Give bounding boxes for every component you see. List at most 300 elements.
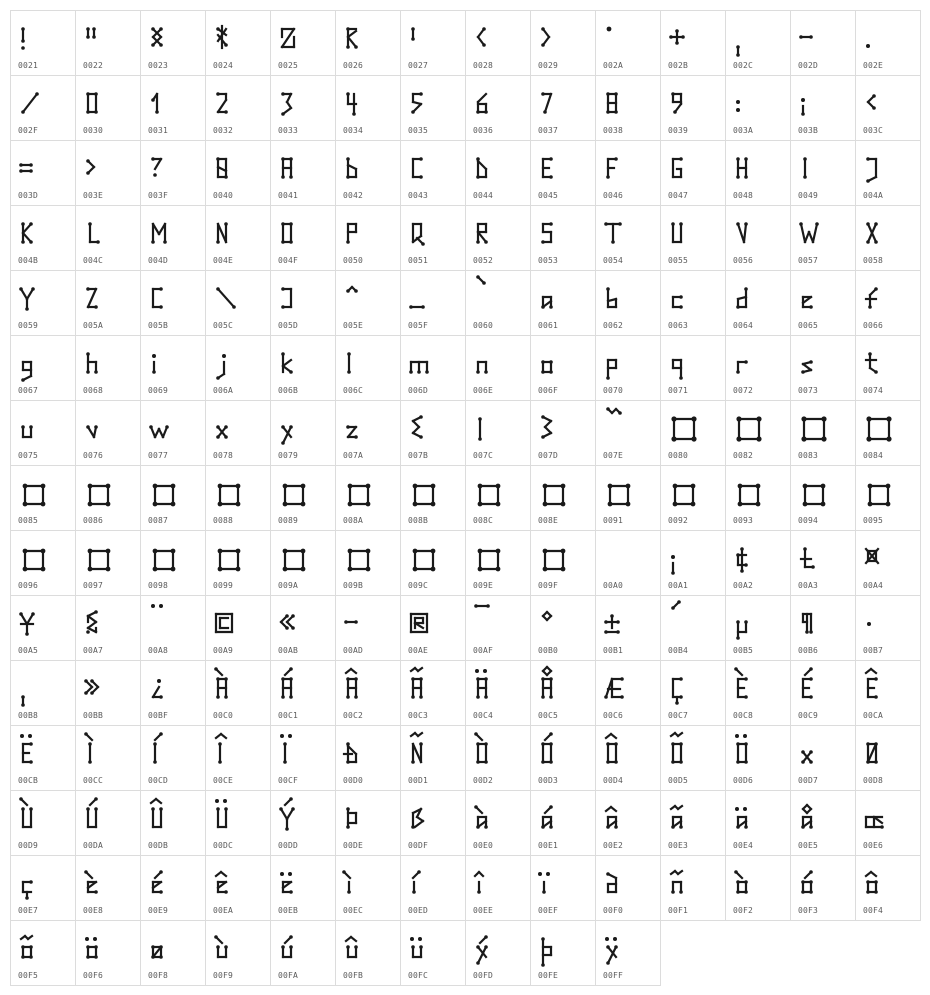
- glyph-code-label: 00E5: [798, 841, 819, 850]
- glyph-cell: [856, 76, 921, 141]
- glyph-code-label: 0059: [18, 321, 39, 330]
- glyph-code-label: 0097: [83, 581, 104, 590]
- glyph-image: [470, 667, 510, 707]
- glyph-cell: [141, 11, 206, 76]
- glyph-code-label: 00F0: [603, 906, 624, 915]
- glyph-cell: [11, 726, 76, 791]
- glyph-cell: [726, 401, 791, 466]
- glyph-image: [535, 602, 575, 642]
- glyph-cell: [401, 336, 466, 401]
- glyph-image: [600, 277, 640, 317]
- glyph-cell: [141, 726, 206, 791]
- glyph-code-label: 0065: [798, 321, 819, 330]
- glyph-code-label: 0034: [343, 126, 364, 135]
- glyph-code-label: 0039: [668, 126, 689, 135]
- glyph-image: [145, 342, 185, 382]
- glyph-cell: [661, 856, 726, 921]
- glyph-image: [600, 17, 640, 57]
- glyph-image: [15, 472, 55, 512]
- glyph-image: [145, 862, 185, 902]
- glyph-image: [730, 407, 770, 447]
- glyph-image: [665, 862, 705, 902]
- glyph-code-label: 009C: [408, 581, 429, 590]
- glyph-code-label: 0096: [18, 581, 39, 590]
- glyph-image: [405, 667, 445, 707]
- glyph-image: [210, 472, 250, 512]
- glyph-image: [665, 537, 705, 577]
- glyph-image: [600, 732, 640, 772]
- glyph-image: [275, 602, 315, 642]
- glyph-image: [860, 82, 900, 122]
- glyph-cell: [401, 206, 466, 271]
- glyph-code-label: 005F: [408, 321, 429, 330]
- glyph-cell: [726, 271, 791, 336]
- glyph-cell: [271, 596, 336, 661]
- glyph-cell: [76, 726, 141, 791]
- glyph-code-label: 004A: [863, 191, 884, 200]
- glyph-cell: [466, 661, 531, 726]
- glyph-cell: [596, 336, 661, 401]
- glyph-cell: [336, 11, 401, 76]
- glyph-cell: [141, 401, 206, 466]
- glyph-cell: [76, 596, 141, 661]
- glyph-image: [795, 602, 835, 642]
- glyph-cell: [856, 206, 921, 271]
- glyph-image: [80, 407, 120, 447]
- glyph-image: [730, 667, 770, 707]
- glyph-cell: [401, 466, 466, 531]
- glyph-cell: [856, 596, 921, 661]
- glyph-image: [730, 82, 770, 122]
- glyph-cell: [856, 791, 921, 856]
- glyph-image: [405, 537, 445, 577]
- glyph-cell: [661, 206, 726, 271]
- glyph-image: [80, 472, 120, 512]
- glyph-cell: [726, 141, 791, 206]
- glyph-image: [860, 797, 900, 837]
- glyph-image: [600, 862, 640, 902]
- glyph-cell: [271, 921, 336, 986]
- glyph-cell: [531, 661, 596, 726]
- glyph-image: [795, 667, 835, 707]
- glyph-image: [600, 472, 640, 512]
- glyph-cell: [76, 791, 141, 856]
- glyph-image: [405, 732, 445, 772]
- glyph-cell: [661, 466, 726, 531]
- glyph-image: [795, 277, 835, 317]
- glyph-code-label: 0051: [408, 256, 429, 265]
- glyph-code-label: 00DC: [213, 841, 234, 850]
- glyph-cell: [206, 856, 271, 921]
- glyph-code-label: 00EC: [343, 906, 364, 915]
- glyph-code-label: 0060: [473, 321, 494, 330]
- glyph-image: [795, 797, 835, 837]
- glyph-cell: [76, 271, 141, 336]
- glyph-code-label: 008E: [538, 516, 559, 525]
- glyph-image: [80, 342, 120, 382]
- glyph-code-label: 0085: [18, 516, 39, 525]
- glyph-cell: [206, 466, 271, 531]
- glyph-image: [600, 147, 640, 187]
- glyph-code-label: 00FE: [538, 971, 559, 980]
- glyph-cell: [206, 271, 271, 336]
- glyph-image: [405, 277, 445, 317]
- glyph-image: [665, 212, 705, 252]
- glyph-image: [470, 342, 510, 382]
- glyph-cell: [466, 726, 531, 791]
- glyph-image: [795, 212, 835, 252]
- glyph-cell: [76, 531, 141, 596]
- glyph-code-label: 00A3: [798, 581, 819, 590]
- glyph-code-label: 00E1: [538, 841, 559, 850]
- glyph-image: [860, 407, 900, 447]
- glyph-grid: [10, 10, 921, 986]
- glyph-cell: [466, 856, 531, 921]
- glyph-code-label: 004E: [213, 256, 234, 265]
- glyph-image: [470, 277, 510, 317]
- glyph-cell: [791, 531, 856, 596]
- glyph-cell: [206, 11, 271, 76]
- glyph-image: [15, 732, 55, 772]
- glyph-code-label: 004B: [18, 256, 39, 265]
- glyph-cell: [141, 791, 206, 856]
- glyph-code-label: 005B: [148, 321, 169, 330]
- glyph-cell: [206, 726, 271, 791]
- glyph-code-label: 00D0: [343, 776, 364, 785]
- glyph-image: [535, 927, 575, 967]
- glyph-image: [145, 667, 185, 707]
- glyph-image: [535, 797, 575, 837]
- glyph-image: [340, 147, 380, 187]
- glyph-code-label: 00EE: [473, 906, 494, 915]
- glyph-code-label: 00DF: [408, 841, 429, 850]
- glyph-image: [730, 147, 770, 187]
- glyph-code-label: 002E: [863, 61, 884, 70]
- glyph-code-label: 0082: [733, 451, 754, 460]
- glyph-image: [535, 537, 575, 577]
- glyph-code-label: 00E8: [83, 906, 104, 915]
- glyph-code-label: 0077: [148, 451, 169, 460]
- glyph-image: [145, 797, 185, 837]
- glyph-image: [600, 537, 640, 577]
- glyph-image: [275, 732, 315, 772]
- glyph-image: [405, 602, 445, 642]
- glyph-image: [340, 927, 380, 967]
- glyph-cell: [76, 336, 141, 401]
- glyph-cell: [141, 76, 206, 141]
- glyph-cell: [76, 11, 141, 76]
- glyph-image: [860, 147, 900, 187]
- glyph-code-label: 00CF: [278, 776, 299, 785]
- glyph-code-label: 0033: [278, 126, 299, 135]
- glyph-cell: [531, 336, 596, 401]
- glyph-code-label: 0030: [83, 126, 104, 135]
- glyph-image: [15, 602, 55, 642]
- glyph-code-label: 0084: [863, 451, 884, 460]
- glyph-image: [730, 17, 770, 57]
- glyph-code-label: 004F: [278, 256, 299, 265]
- glyph-cell: [726, 76, 791, 141]
- glyph-code-label: 00B7: [863, 646, 884, 655]
- glyph-cell: [76, 856, 141, 921]
- glyph-cell: [531, 141, 596, 206]
- glyph-image: [535, 212, 575, 252]
- glyph-cell: [336, 141, 401, 206]
- glyph-image: [405, 212, 445, 252]
- glyph-code-label: 00EA: [213, 906, 234, 915]
- glyph-code-label: 00B6: [798, 646, 819, 655]
- glyph-code-label: 00ED: [408, 906, 429, 915]
- glyph-image: [405, 472, 445, 512]
- glyph-code-label: 0086: [83, 516, 104, 525]
- glyph-code-label: 009F: [538, 581, 559, 590]
- glyph-cell: [271, 726, 336, 791]
- glyph-image: [795, 537, 835, 577]
- glyph-image: [80, 537, 120, 577]
- glyph-cell: [401, 791, 466, 856]
- glyph-image: [145, 147, 185, 187]
- glyph-code-label: 0063: [668, 321, 689, 330]
- glyph-cell: [336, 921, 401, 986]
- glyph-cell: [11, 336, 76, 401]
- glyph-code-label: 00BF: [148, 711, 169, 720]
- glyph-image: [730, 732, 770, 772]
- glyph-code-label: 0098: [148, 581, 169, 590]
- glyph-code-label: 004D: [148, 256, 169, 265]
- glyph-image: [15, 277, 55, 317]
- glyph-cell: [661, 141, 726, 206]
- glyph-image: [730, 537, 770, 577]
- glyph-code-label: 00C7: [668, 711, 689, 720]
- glyph-image: [275, 862, 315, 902]
- glyph-cell: [596, 921, 661, 986]
- glyph-cell: [401, 856, 466, 921]
- glyph-cell: [661, 726, 726, 791]
- glyph-code-label: 003F: [148, 191, 169, 200]
- glyph-cell: [596, 76, 661, 141]
- glyph-image: [15, 862, 55, 902]
- glyph-code-label: 00E2: [603, 841, 624, 850]
- glyph-code-label: 00D1: [408, 776, 429, 785]
- glyph-code-label: 006E: [473, 386, 494, 395]
- glyph-image: [340, 732, 380, 772]
- glyph-cell: [401, 76, 466, 141]
- glyph-code-label: 00F5: [18, 971, 39, 980]
- glyph-image: [535, 862, 575, 902]
- glyph-cell: [401, 141, 466, 206]
- glyph-code-label: 002F: [18, 126, 39, 135]
- glyph-cell: [11, 271, 76, 336]
- glyph-image: [470, 407, 510, 447]
- glyph-code-label: 00A0: [603, 581, 624, 590]
- glyph-image: [145, 277, 185, 317]
- glyph-image: [210, 537, 250, 577]
- glyph-code-label: 00B8: [18, 711, 39, 720]
- glyph-code-label: 00A5: [18, 646, 39, 655]
- glyph-cell: [791, 141, 856, 206]
- glyph-cell: [141, 466, 206, 531]
- glyph-code-label: 00EF: [538, 906, 559, 915]
- glyph-code-label: 00F2: [733, 906, 754, 915]
- glyph-code-label: 0064: [733, 321, 754, 330]
- glyph-code-label: 003B: [798, 126, 819, 135]
- glyph-cell: [11, 531, 76, 596]
- glyph-image: [340, 537, 380, 577]
- glyph-image: [860, 602, 900, 642]
- glyph-code-label: 005A: [83, 321, 104, 330]
- glyph-image: [15, 537, 55, 577]
- glyph-code-label: 00D7: [798, 776, 819, 785]
- glyph-code-label: 00C4: [473, 711, 494, 720]
- glyph-cell: [11, 921, 76, 986]
- glyph-code-label: 006A: [213, 386, 234, 395]
- glyph-image: [340, 862, 380, 902]
- glyph-cell: [791, 401, 856, 466]
- glyph-cell: [206, 661, 271, 726]
- glyph-image: [210, 277, 250, 317]
- glyph-cell: [531, 401, 596, 466]
- glyph-image: [665, 797, 705, 837]
- glyph-cell: [76, 206, 141, 271]
- glyph-code-label: 0021: [18, 61, 39, 70]
- glyph-code-label: 0049: [798, 191, 819, 200]
- glyph-cell: [726, 11, 791, 76]
- glyph-cell: [336, 596, 401, 661]
- glyph-image: [470, 797, 510, 837]
- glyph-cell: [401, 596, 466, 661]
- glyph-cell: [466, 791, 531, 856]
- glyph-cell: [141, 921, 206, 986]
- glyph-cell: [661, 596, 726, 661]
- glyph-image: [80, 862, 120, 902]
- glyph-code-label: 0094: [798, 516, 819, 525]
- glyph-code-label: 00C1: [278, 711, 299, 720]
- glyph-code-label: 0035: [408, 126, 429, 135]
- glyph-image: [860, 732, 900, 772]
- glyph-cell: [856, 466, 921, 531]
- glyph-image: [470, 732, 510, 772]
- glyph-cell: [336, 466, 401, 531]
- glyph-code-label: 006C: [343, 386, 364, 395]
- glyph-image: [80, 212, 120, 252]
- glyph-image: [405, 927, 445, 967]
- glyph-image: [405, 407, 445, 447]
- glyph-cell: [336, 206, 401, 271]
- glyph-cell: [791, 206, 856, 271]
- glyph-cell: [596, 531, 661, 596]
- glyph-cell: [11, 141, 76, 206]
- glyph-code-label: 0055: [668, 256, 689, 265]
- glyph-cell: [531, 921, 596, 986]
- glyph-image: [15, 82, 55, 122]
- glyph-image: [145, 212, 185, 252]
- glyph-cell: [336, 661, 401, 726]
- glyph-code-label: 0037: [538, 126, 559, 135]
- glyph-image: [210, 212, 250, 252]
- glyph-image: [535, 277, 575, 317]
- glyph-image: [275, 407, 315, 447]
- glyph-image: [405, 82, 445, 122]
- glyph-cell: [336, 271, 401, 336]
- glyph-image: [730, 472, 770, 512]
- glyph-image: [80, 797, 120, 837]
- glyph-code-label: 00B4: [668, 646, 689, 655]
- glyph-code-label: 0040: [213, 191, 234, 200]
- glyph-image: [275, 342, 315, 382]
- glyph-image: [340, 277, 380, 317]
- glyph-image: [665, 342, 705, 382]
- glyph-cell: [11, 791, 76, 856]
- glyph-code-label: 0028: [473, 61, 494, 70]
- glyph-image: [80, 277, 120, 317]
- glyph-cell: [596, 271, 661, 336]
- glyph-image: [470, 472, 510, 512]
- glyph-code-label: 00A8: [148, 646, 169, 655]
- glyph-image: [600, 667, 640, 707]
- glyph-code-label: 0057: [798, 256, 819, 265]
- glyph-code-label: 003D: [18, 191, 39, 200]
- glyph-image: [210, 82, 250, 122]
- glyph-code-label: 0066: [863, 321, 884, 330]
- glyph-cell: [531, 531, 596, 596]
- glyph-image: [210, 927, 250, 967]
- glyph-code-label: 00C6: [603, 711, 624, 720]
- glyph-cell: [11, 401, 76, 466]
- glyph-cell: [726, 531, 791, 596]
- glyph-code-label: 009B: [343, 581, 364, 590]
- glyph-image: [470, 82, 510, 122]
- glyph-cell: [466, 141, 531, 206]
- glyph-code-label: 0042: [343, 191, 364, 200]
- glyph-image: [340, 407, 380, 447]
- glyph-code-label: 0079: [278, 451, 299, 460]
- glyph-code-label: 00E6: [863, 841, 884, 850]
- glyph-image: [80, 17, 120, 57]
- glyph-image: [340, 667, 380, 707]
- glyph-cell: [531, 466, 596, 531]
- glyph-code-label: 0047: [668, 191, 689, 200]
- glyph-image: [470, 602, 510, 642]
- glyph-code-label: 0052: [473, 256, 494, 265]
- glyph-code-label: 0095: [863, 516, 884, 525]
- glyph-image: [600, 602, 640, 642]
- glyph-code-label: 00D6: [733, 776, 754, 785]
- glyph-image: [80, 82, 120, 122]
- glyph-code-label: 0041: [278, 191, 299, 200]
- glyph-cell: [466, 596, 531, 661]
- glyph-code-label: 0099: [213, 581, 234, 590]
- glyph-image: [210, 407, 250, 447]
- glyph-image: [15, 212, 55, 252]
- glyph-code-label: 009A: [278, 581, 299, 590]
- glyph-code-label: 0067: [18, 386, 39, 395]
- glyph-code-label: 00DE: [343, 841, 364, 850]
- glyph-cell: [141, 661, 206, 726]
- glyph-cell: [141, 206, 206, 271]
- glyph-cell: [661, 336, 726, 401]
- glyph-code-label: 003C: [863, 126, 884, 135]
- glyph-cell: [531, 791, 596, 856]
- glyph-code-label: 0029: [538, 61, 559, 70]
- glyph-cell: [11, 76, 76, 141]
- glyph-cell: [271, 661, 336, 726]
- glyph-code-label: 0075: [18, 451, 39, 460]
- glyph-cell: [76, 76, 141, 141]
- glyph-cell: [466, 531, 531, 596]
- glyph-image: [145, 17, 185, 57]
- glyph-image: [535, 732, 575, 772]
- glyph-cell: [336, 531, 401, 596]
